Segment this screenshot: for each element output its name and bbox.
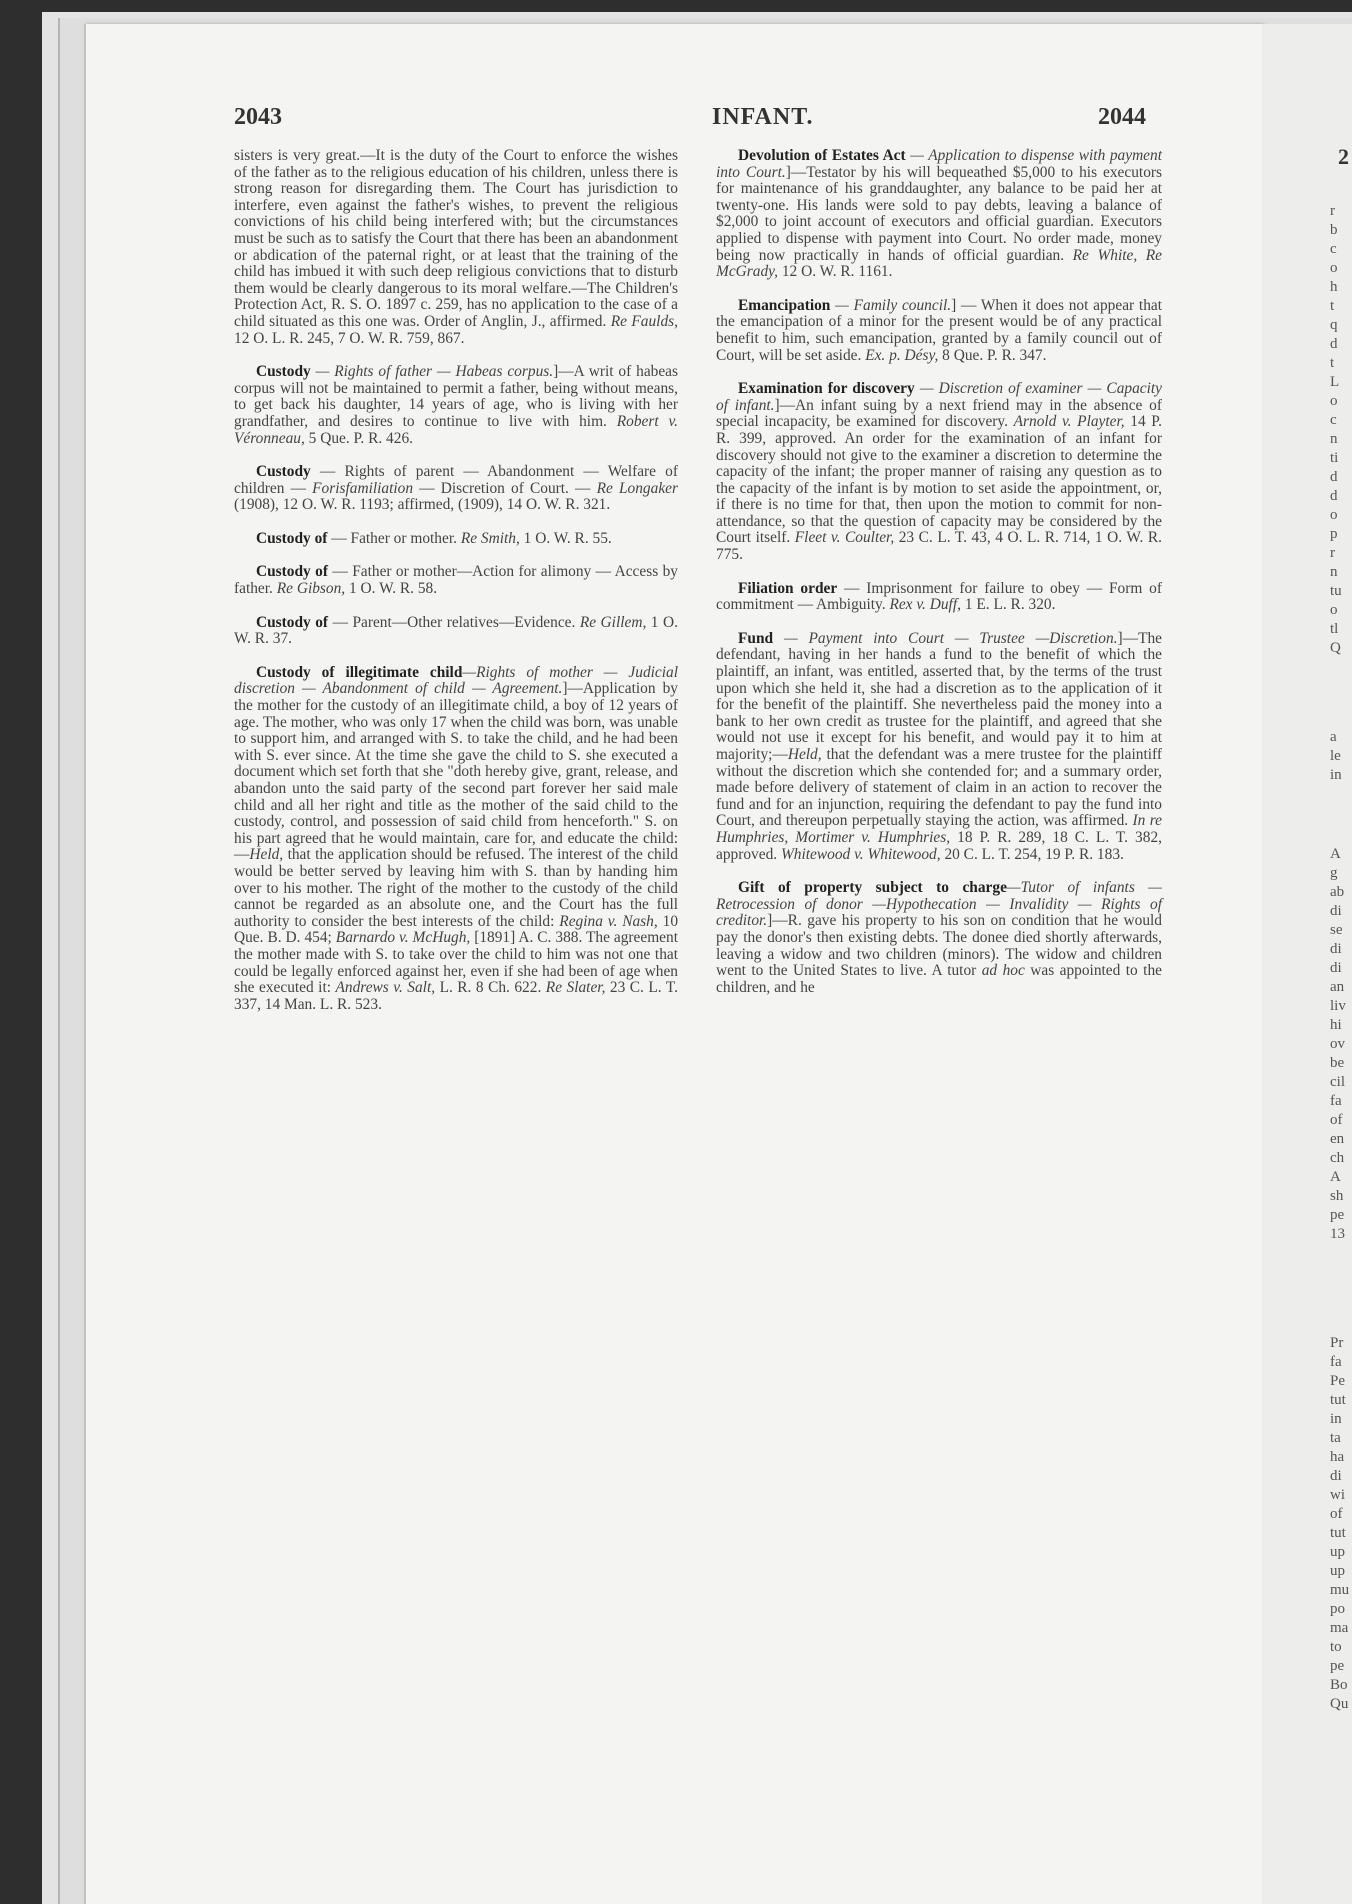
- next-page-fragment: en: [1330, 1131, 1345, 1147]
- next-page-fragment: liv: [1330, 998, 1346, 1014]
- next-page-fragment: ta: [1330, 1430, 1341, 1446]
- next-page-fragment: tl: [1330, 621, 1339, 637]
- left-column: [234, 148, 678, 1030]
- page-number-left: 2043: [234, 104, 282, 130]
- next-page-fragment: ha: [1330, 1449, 1345, 1465]
- next-page-fragment: o: [1330, 507, 1338, 523]
- next-page-fragment: Qu: [1330, 1696, 1349, 1712]
- next-page-fragment: le: [1330, 748, 1341, 764]
- next-page-fragment: ti: [1330, 450, 1339, 466]
- next-page-fragment: Bo: [1330, 1677, 1348, 1693]
- next-page-fragment: di: [1330, 941, 1342, 957]
- next-page-fragment: di: [1330, 903, 1342, 919]
- next-page-fragment: b: [1330, 222, 1338, 238]
- next-page-fragment: di: [1330, 960, 1342, 976]
- entry-custody-illegitimate: Custody of illegitimate child—Rights of mother — Judicial discretion — Abandonment of child — Agreement.]—Application by the mother for the custody of an illegitimate child, a boy of 12 years of age. The mother, who was only 17 when the child was born, was unable to support him, and arranged with S. to take the child, and he had been with S. ever since. At the time she gave the child to S. she executed a document which set forth that she "doth hereby give, grant, release, and abandon unto the said party of the second part forever her said male child and all her right and title as the mother of the said child to the custody, control, and possession of said child from henceforth." S. on his part agreed that he would maintain, care for, and educate the child:—Held, that the application should be refused. The interest of the child would be better served by leaving him with S. than by handing him over to his mother. The right of the mother to the custody of the child cannot be regarded as an absolute one, and the Court has the full authority to consider the best interests of the child: Regina v. Nash, 10 Que. B. D. 454; Barnardo v. McHugh, [1891] A. C. 388. The agreement the mother made with S. to take over the child to him was not one that could be legally enforced against her, even if she had been of age when she executed it: Andrews v. Salt, L. R. 8 Ch. 622. Re Slater, 23 C. L. T. 337, 14 Man. L. R. 523.: [234, 663, 679, 1013]
- entry-custody-gibson: Custody of — Father or mother—Action for alimony — Access by father. Re Gibson, 1 O. W. R. 58.: [234, 563, 678, 598]
- next-page-fragment: tut: [1330, 1392, 1346, 1408]
- next-page-fragment: di: [1330, 1468, 1342, 1484]
- next-page-fragment: wi: [1330, 1487, 1345, 1503]
- entry-custody-parent: Custody — Rights of parent — Abandonment — Welfare of children — Forisfamiliation — Discretion of Court. — Re Longaker (1908), 12 O. W. R. 1193; affirmed, (1909), 14 O. W. R. 321.: [234, 463, 678, 514]
- entry-continued: sisters is very great.—It is the duty of the Court to enforce the wishes of the father as to the religious education of his children, unless there is strong reason for disregarding them. The Court has jurisdiction to interfere, even against the father's wishes, to prevent the religious convictions of his child being interfered with; but the circumstances must be such as to satisfy the Court that there has been an abandonment or abdication of the paternal right, or at least that the training of the child has imbued it with such deep religious convictions that to disturb them would be clearly dangerous to its moral welfare.—The Children's Protection Act, R. S. O. 1897 c. 259, has no application to the case of a child situated as this one was. Order of Anglin, J., affirmed. Re Faulds, 12 O. L. R. 245, 7 O. W. R. 759, 867.: [234, 147, 678, 347]
- entry-custody-smith: Custody of — Father or mother. Re Smith, 1 O. W. R. 55.: [256, 529, 612, 547]
- next-page-fragment: ma: [1330, 1620, 1349, 1636]
- running-header: [152, 104, 1152, 134]
- next-page-number: 2: [1338, 144, 1349, 169]
- next-page-fragment: 13: [1330, 1226, 1345, 1242]
- next-page-edge: [1262, 24, 1352, 1904]
- next-page-fragment: r: [1330, 203, 1335, 219]
- next-page-fragment: of: [1330, 1112, 1343, 1128]
- next-page-fragment: pe: [1330, 1658, 1345, 1674]
- next-page-fragment: d: [1330, 336, 1338, 352]
- next-page-fragment: an: [1330, 979, 1345, 995]
- next-page-fragment: n: [1330, 564, 1338, 580]
- next-page-fragment: hi: [1330, 1017, 1342, 1033]
- entry-fund: Fund — Payment into Court — Trustee —Discretion.]—The defendant, having in her hands a fund to the benefit of which the plaintiff, an infant, was entitled, asserted that, by the terms of the trust upon which she held it, she had a discretion as to the application of it for the benefit of the plaintiff. She nevertheless paid the money into a bank to her own credit as trustee for the plaintiff, and agreed that she would not use it except for his benefit, and would pay it to him at majority;—Held, that the defendant was a mere trustee for the plaintiff without the discretion which she contended for; and a summary order, made before delivery of statement of claim in an action to recover the fund and for an injunction, requiring the defendant to pay the fund into Court, and thereupon perpetually staying the action, was affirmed. In re Humphries, Mortimer v. Humphries, 18 P. R. 289, 18 C. L. T. 382, approved. Whitewood v. Whitewood, 20 C. L. T. 254, 19 P. R. 183.: [716, 629, 1163, 863]
- next-page-fragment: be: [1330, 1055, 1345, 1071]
- next-page-fragment: c: [1330, 412, 1337, 428]
- next-page-fragment: d: [1330, 488, 1338, 504]
- next-page-fragment: g: [1330, 865, 1338, 881]
- next-page-fragment: t: [1330, 298, 1335, 314]
- next-page-fragment: tu: [1330, 583, 1342, 599]
- next-page-fragment: o: [1330, 260, 1338, 276]
- page-title: INFANT.: [712, 104, 814, 130]
- next-page-fragment: ov: [1330, 1036, 1345, 1052]
- next-page-fragment: tut: [1330, 1525, 1346, 1541]
- entry-devolution: Devolution of Estates Act — Application to dispense with payment into Court.]—Testator by his will bequeathed $5,000 to his executors for maintenance of his granddaughter, any balance to be paid her at twenty-one. His lands were sold to pay debts, leaving a balance of $2,000 to joint account of executors and official guardian. Executors applied to dispense with payment into Court. No order made, money being now practically in hands of official guardian. Re White, Re McGrady, 12 O. W. R. 1161.: [716, 147, 1163, 281]
- next-page-fragment: up: [1330, 1563, 1345, 1579]
- next-page-fragment: a: [1330, 729, 1337, 745]
- next-page-fragment: Pr: [1330, 1335, 1344, 1351]
- next-page-fragment: pe: [1330, 1207, 1345, 1223]
- next-page-fragment: ab: [1330, 884, 1345, 900]
- next-page-fragment: L: [1330, 374, 1340, 390]
- next-page-fragment: d: [1330, 469, 1338, 485]
- next-page-fragment: po: [1330, 1601, 1345, 1617]
- next-page-fragment: Q: [1330, 640, 1341, 656]
- next-page-fragment: to: [1330, 1639, 1342, 1655]
- next-page-fragment: mu: [1330, 1582, 1350, 1598]
- next-page-fragment: up: [1330, 1544, 1345, 1560]
- next-page-fragment: h: [1330, 279, 1338, 295]
- next-page-fragment: q: [1330, 317, 1338, 333]
- page-number-right: 2044: [1098, 104, 1146, 130]
- next-page-fragment: fa: [1330, 1093, 1342, 1109]
- entry-examination: Examination for discovery — Discretion of examiner — Capacity of infant.]—An infant suing by a next friend may in the absence of special incapacity, be examined for discovery. Arnold v. Playter, 14 P. R. 399, approved. An order for the examination of an infant for discovery should not give to the examiner a discretion to determine the capacity of the infant; the proper manner of raising any question as to the capacity of the infant is by motion to set aside the appointment, or, if there is no time for that, then upon the motion to commit for non-attendance, so that the question of capacity may be considered by the Court itself. Fleet v. Coulter, 23 C. L. T. 43, 4 O. L. R. 714, 1 O. W. R. 775.: [716, 380, 1162, 564]
- next-page-fragment: r: [1330, 545, 1335, 561]
- next-page-fragment: in: [1330, 767, 1342, 783]
- entry-custody-habeas: Custody — Rights of father — Habeas corpus.]—A writ of habeas corpus will not be maintained to permit a father, being without means, to get back his daughter, 14 years of age, who is living with her grandfather, and desires to continue to live with him. Robert v. Véronneau, 5 Que. P. R. 426.: [234, 363, 679, 447]
- next-page-fragment: fa: [1330, 1354, 1342, 1370]
- next-page-fragment: sh: [1330, 1188, 1344, 1204]
- next-page-fragment: in: [1330, 1411, 1342, 1427]
- entry-custody-gillem: Custody of — Parent—Other relatives—Evidence. Re Gillem, 1 O. W. R. 37.: [234, 613, 678, 648]
- next-page-fragment: Pe: [1330, 1373, 1345, 1389]
- next-page-fragment: cil: [1330, 1074, 1345, 1090]
- next-page-fragment: of: [1330, 1506, 1343, 1522]
- next-page-fragment: ch: [1330, 1150, 1345, 1166]
- next-page-fragment: A: [1330, 846, 1341, 862]
- next-page-fragment: t: [1330, 355, 1335, 371]
- next-page-fragment: c: [1330, 241, 1337, 257]
- next-page-fragment: n: [1330, 431, 1338, 447]
- next-page-fragment: o: [1330, 602, 1338, 618]
- entry-filiation: Filiation order — Imprisonment for failure to obey — Form of commitment — Ambiguity. Rex v. Duff, 1 E. L. R. 320.: [716, 579, 1162, 614]
- next-page-fragment: p: [1330, 526, 1338, 542]
- next-page-fragment: o: [1330, 393, 1338, 409]
- right-column: [716, 148, 1162, 1013]
- entry-gift-of-property: Gift of property subject to charge—Tutor of infants — Retrocession of donor —Hypothecation — Invalidity — Rights of creditor.]—R. gave his property to his son on condition that he would pay the donor's then existing debts. The donee died shortly afterwards, leaving a widow and two children (minors). The widow and children went to the United States to live. A tutor ad hoc was appointed to the children, and he: [716, 879, 1162, 996]
- entry-emancipation: Emancipation — Family council.] — When it does not appear that the emancipation of a minor for the present would be of any practical benefit to him, such emancipation, granted by a family council out of Court, will be set aside. Ex. p. Désy, 8 Que. P. R. 347.: [716, 296, 1162, 364]
- next-page-fragment: A: [1330, 1169, 1341, 1185]
- next-page-fragment: se: [1330, 922, 1343, 938]
